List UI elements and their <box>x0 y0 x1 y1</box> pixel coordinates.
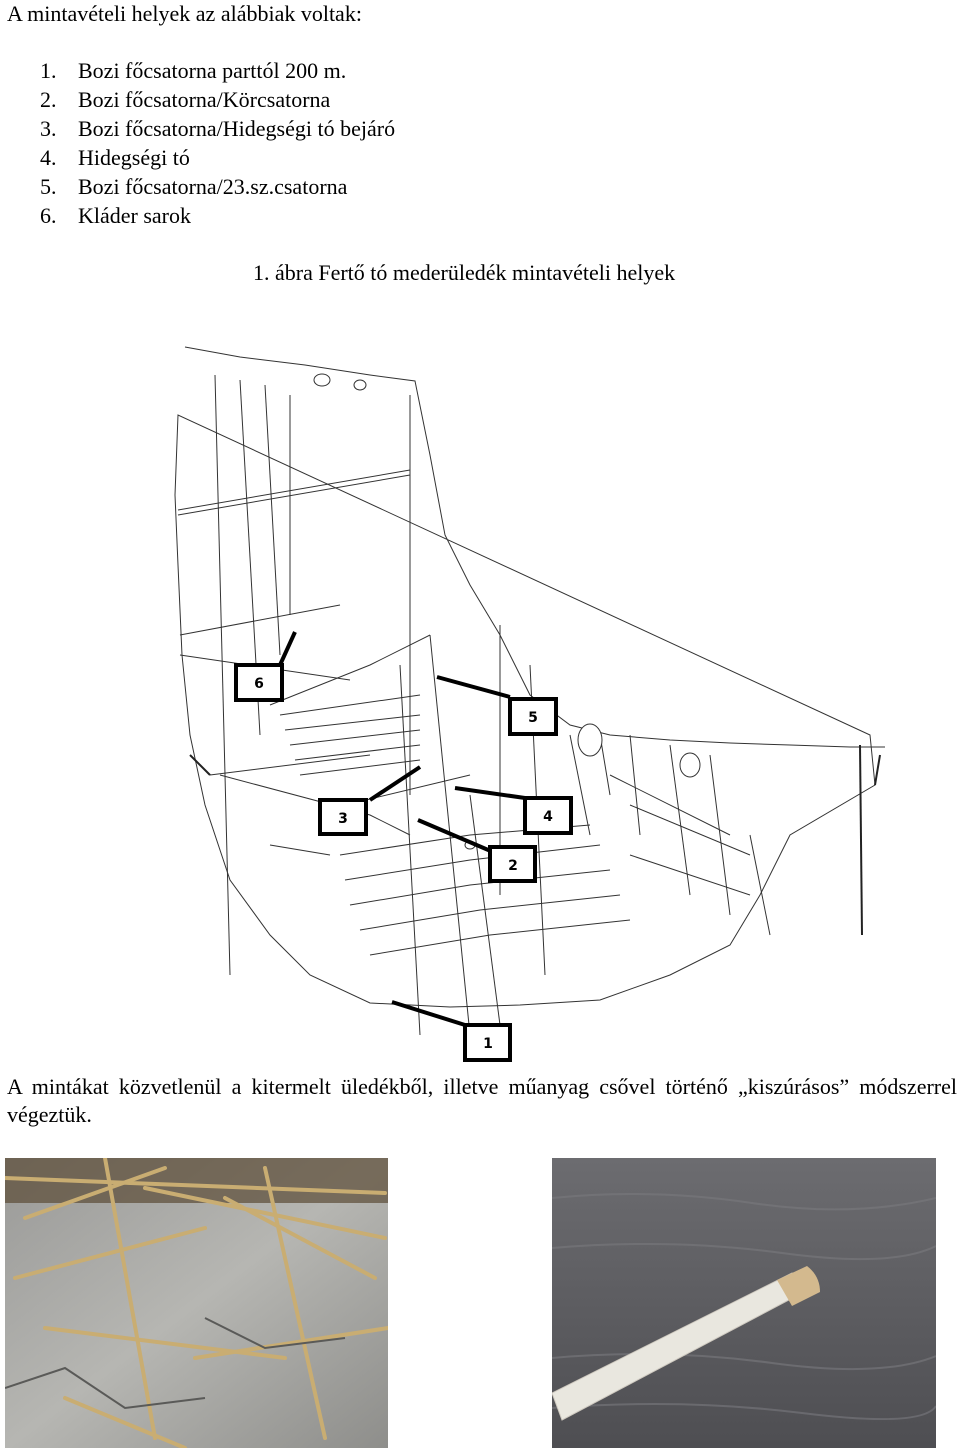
list-label: Bozi főcsatorna/Hidegségi tó bejáró <box>78 116 396 141</box>
sediment-photo <box>5 1158 388 1448</box>
list-item <box>40 56 395 85</box>
core-tube-photo <box>552 1158 936 1448</box>
marker-label-4: 4 <box>543 809 553 825</box>
marker-line-2 <box>418 820 500 855</box>
list-label: Bozi főcsatorna/Körcsatorna <box>78 87 331 112</box>
sampling-site-list <box>40 56 395 230</box>
list-label: Hidegségi tó <box>78 145 190 170</box>
list-label: Bozi főcsatorna/23.sz.csatorna <box>78 174 348 199</box>
list-label: Bozi főcsatorna parttól 200 m. <box>78 58 347 83</box>
marker-line-5 <box>437 677 510 697</box>
marker-line-6 <box>280 632 295 665</box>
list-item <box>40 143 395 172</box>
list-item <box>40 172 395 201</box>
list-item <box>40 85 395 114</box>
marker-label-1: 1 <box>483 1036 493 1052</box>
intro-text: A mintavételi helyek az alábbiak voltak: <box>7 1 362 26</box>
marker-line-4 <box>455 788 525 798</box>
marker-line-3 <box>370 767 420 800</box>
marker-label-2: 2 <box>508 858 518 874</box>
list-label: Kláder sarok <box>78 203 192 228</box>
list-number: 4. <box>40 145 57 170</box>
list-number: 1. <box>40 58 57 83</box>
list-number: 5. <box>40 174 57 199</box>
list-item <box>40 114 395 143</box>
list-number: 6. <box>40 203 57 228</box>
list-number: 3. <box>40 116 57 141</box>
lake-map <box>170 335 890 1065</box>
marker-label-3: 3 <box>338 811 348 827</box>
list-number: 2. <box>40 87 57 112</box>
list-item <box>40 201 395 230</box>
body-paragraph: A mintákat közvetlenül a kitermelt üledékből, illetve műanyag csővel történő „kiszúrásos” módszerrel végeztük. <box>7 1074 957 1127</box>
marker-label-6: 6 <box>254 676 264 692</box>
figure-caption: 1. ábra Fertő tó mederüledék mintavételi helyek <box>253 260 676 285</box>
marker-label-5: 5 <box>528 710 538 726</box>
